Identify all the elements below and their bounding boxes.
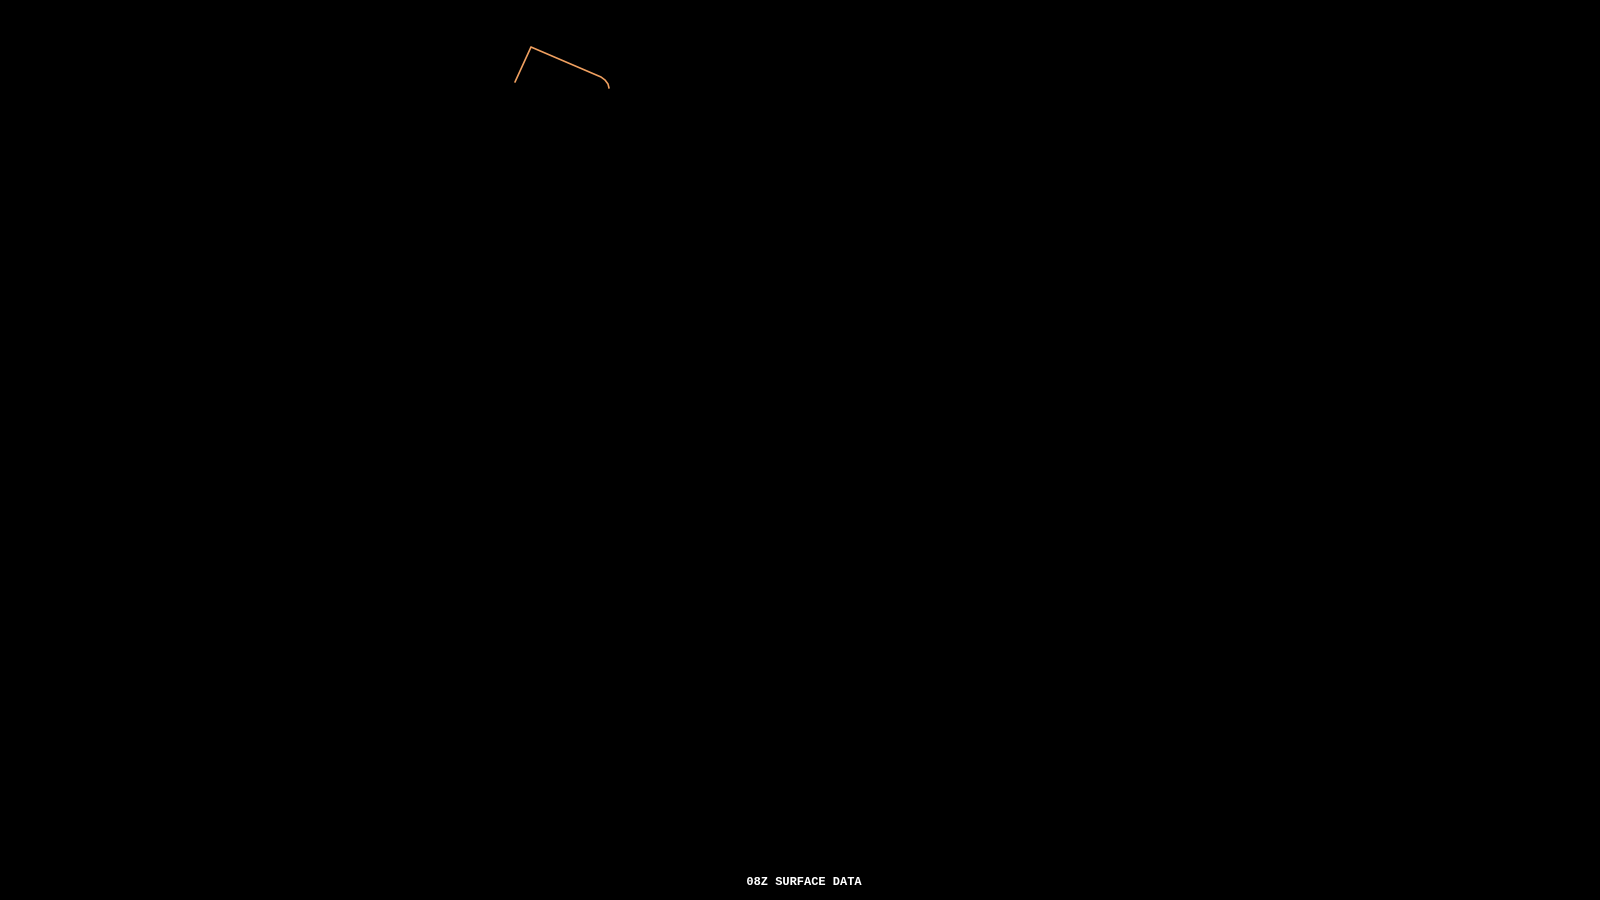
surface-front-line: [515, 47, 609, 88]
surface-data-time-label: 08Z SURFACE DATA: [746, 875, 862, 889]
